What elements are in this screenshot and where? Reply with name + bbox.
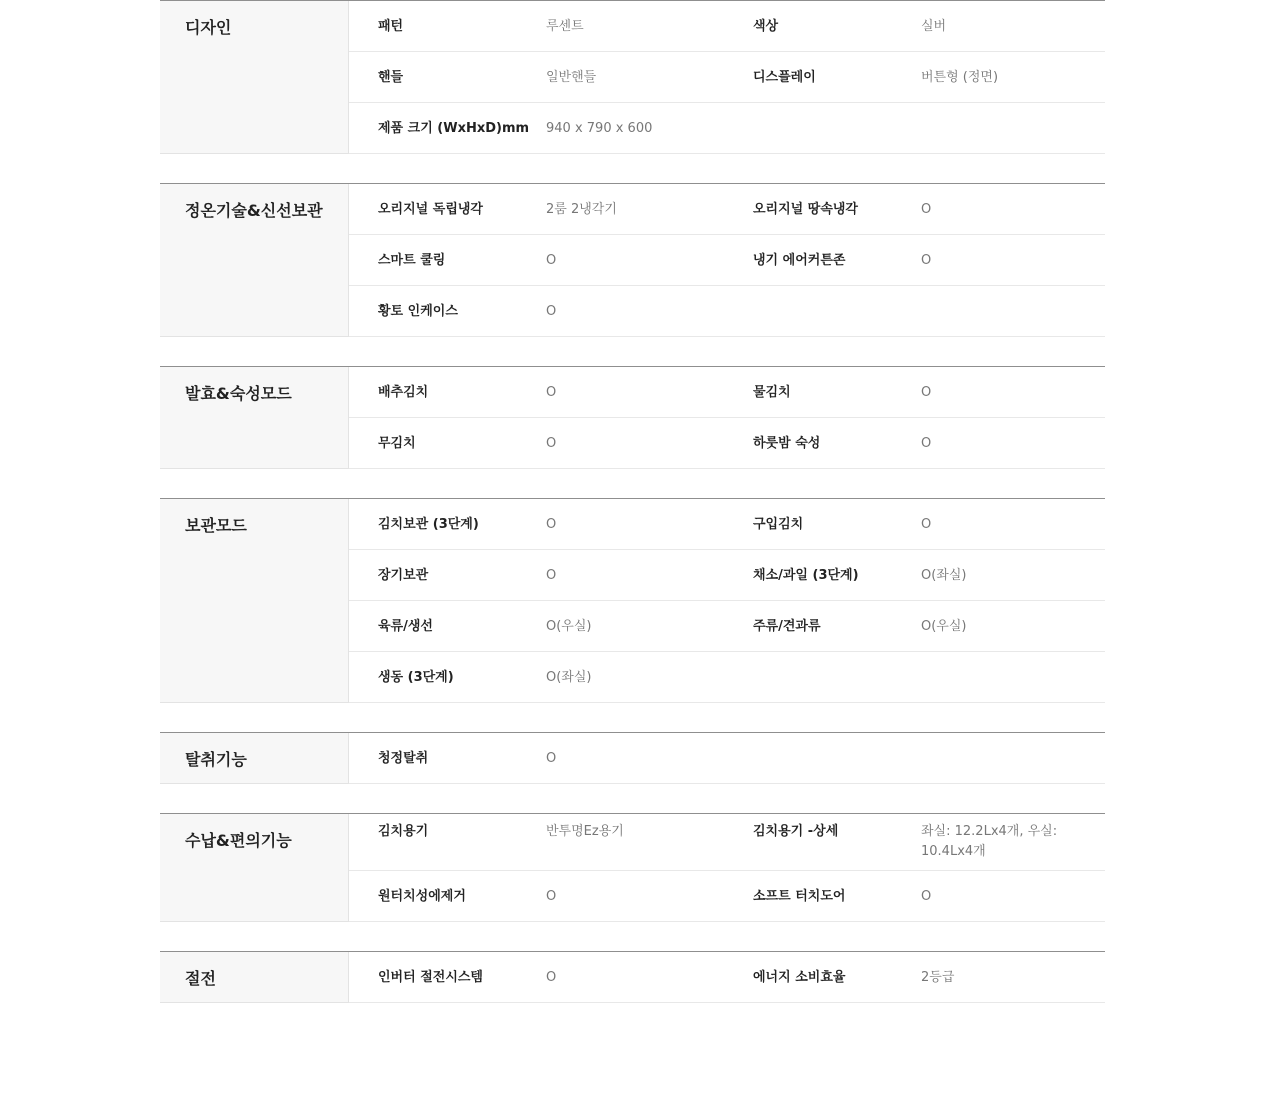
spec-label: 패턴 — [378, 19, 404, 34]
spec-label: 무김치 — [378, 436, 416, 451]
spec-label: 생동 (3단계) — [378, 670, 454, 685]
spec-section — [160, 732, 1105, 784]
spec-value: O — [546, 304, 557, 319]
spec-value: O(우실) — [921, 619, 967, 634]
spec-label: 스마트 쿨링 — [378, 253, 446, 268]
spec-label: 황토 인케이스 — [378, 304, 458, 319]
spec-category-title: 정온기술&신선보관 — [160, 184, 349, 337]
spec-label: 핸들 — [378, 70, 404, 85]
spec-label: 원터치성에제거 — [378, 889, 466, 904]
spec-rows — [349, 367, 1105, 469]
spec-label: 디스플레이 — [753, 70, 816, 85]
spec-row — [349, 418, 1105, 469]
spec-label: 채소/과일 (3단계) — [753, 568, 859, 583]
spec-label: 물김치 — [753, 385, 791, 400]
spec-rows — [349, 184, 1105, 337]
spec-row — [349, 286, 1105, 337]
spec-value: O — [546, 385, 557, 400]
spec-value: O — [921, 517, 932, 532]
spec-value: O(좌실) — [546, 670, 592, 685]
spec-section — [160, 366, 1105, 469]
spec-value: O — [546, 970, 557, 985]
spec-row — [349, 814, 1105, 871]
spec-label: 오리지널 땅속냉각 — [753, 202, 858, 217]
spec-value: O(우실) — [546, 619, 592, 634]
spec-row — [349, 499, 1105, 550]
spec-row — [349, 1, 1105, 52]
spec-value: O — [921, 436, 932, 451]
spec-value: 반투명Ez용기 — [546, 824, 624, 839]
spec-label: 냉기 에어커튼존 — [753, 253, 846, 268]
spec-label: 제품 크기 (WxHxD)mm — [378, 121, 530, 136]
spec-section — [160, 813, 1105, 922]
spec-category-title: 수납&편의기능 — [160, 814, 349, 922]
spec-label: 소프트 터치도어 — [753, 889, 846, 904]
spec-value: 버튼형 (정면) — [921, 70, 999, 85]
spec-value: 좌실: 12.2Lx4개, 우실: 10.4Lx4개 — [921, 824, 1058, 859]
spec-value: O — [546, 517, 557, 532]
spec-label: 청정탈취 — [378, 751, 429, 766]
spec-value: 일반핸들 — [546, 70, 597, 85]
spec-label: 주류/견과류 — [753, 619, 821, 634]
spec-label: 오리지널 독립냉각 — [378, 202, 483, 217]
spec-value: O — [921, 202, 932, 217]
spec-label: 김치보관 (3단계) — [378, 517, 479, 532]
spec-category-title: 절전 — [160, 952, 349, 1003]
spec-row — [349, 952, 1105, 1003]
spec-rows — [349, 1, 1105, 154]
spec-table — [160, 0, 1105, 1032]
spec-row — [349, 550, 1105, 601]
spec-value: O — [921, 253, 932, 268]
spec-value: 루센트 — [546, 19, 584, 34]
spec-label: 하룻밤 숙성 — [753, 436, 821, 451]
spec-section — [160, 951, 1105, 1003]
spec-row — [349, 235, 1105, 286]
spec-rows — [349, 814, 1105, 922]
spec-label: 인버터 절전시스템 — [378, 970, 483, 985]
spec-rows — [349, 499, 1105, 703]
spec-row — [349, 733, 1105, 784]
spec-category-title: 보관모드 — [160, 499, 349, 703]
spec-category-title: 탈취기능 — [160, 733, 349, 784]
spec-label: 색상 — [753, 19, 779, 34]
spec-value: O — [546, 253, 557, 268]
spec-category-title: 발효&숙성모드 — [160, 367, 349, 469]
spec-label: 김치용기 -상세 — [753, 824, 839, 839]
spec-section — [160, 183, 1105, 337]
spec-value: O — [546, 568, 557, 583]
spec-value: 2룸 2냉각기 — [546, 202, 617, 217]
spec-label: 구입김치 — [753, 517, 804, 532]
spec-value: O — [546, 436, 557, 451]
spec-section — [160, 498, 1105, 703]
spec-row — [349, 871, 1105, 922]
spec-category-title: 디자인 — [160, 1, 349, 154]
spec-value: O — [921, 385, 932, 400]
spec-label: 에너지 소비효율 — [753, 970, 846, 985]
spec-value: 실버 — [921, 19, 947, 34]
spec-label: 육류/생선 — [378, 619, 433, 634]
spec-value: O(좌실) — [921, 568, 967, 583]
spec-row — [349, 652, 1105, 703]
spec-section — [160, 0, 1105, 154]
spec-row — [349, 103, 1105, 154]
spec-row — [349, 601, 1105, 652]
spec-row — [349, 367, 1105, 418]
spec-label: 장기보관 — [378, 568, 429, 583]
spec-label: 배추김치 — [378, 385, 429, 400]
spec-value: O — [546, 889, 557, 904]
spec-row — [349, 52, 1105, 103]
spec-row — [349, 184, 1105, 235]
spec-value: 2등급 — [921, 970, 955, 985]
spec-value: 940 x 790 x 600 — [546, 121, 653, 136]
spec-rows — [349, 952, 1105, 1003]
spec-value: O — [921, 889, 932, 904]
spec-value: O — [546, 751, 557, 766]
spec-rows — [349, 733, 1105, 784]
spec-label: 김치용기 — [378, 824, 429, 839]
